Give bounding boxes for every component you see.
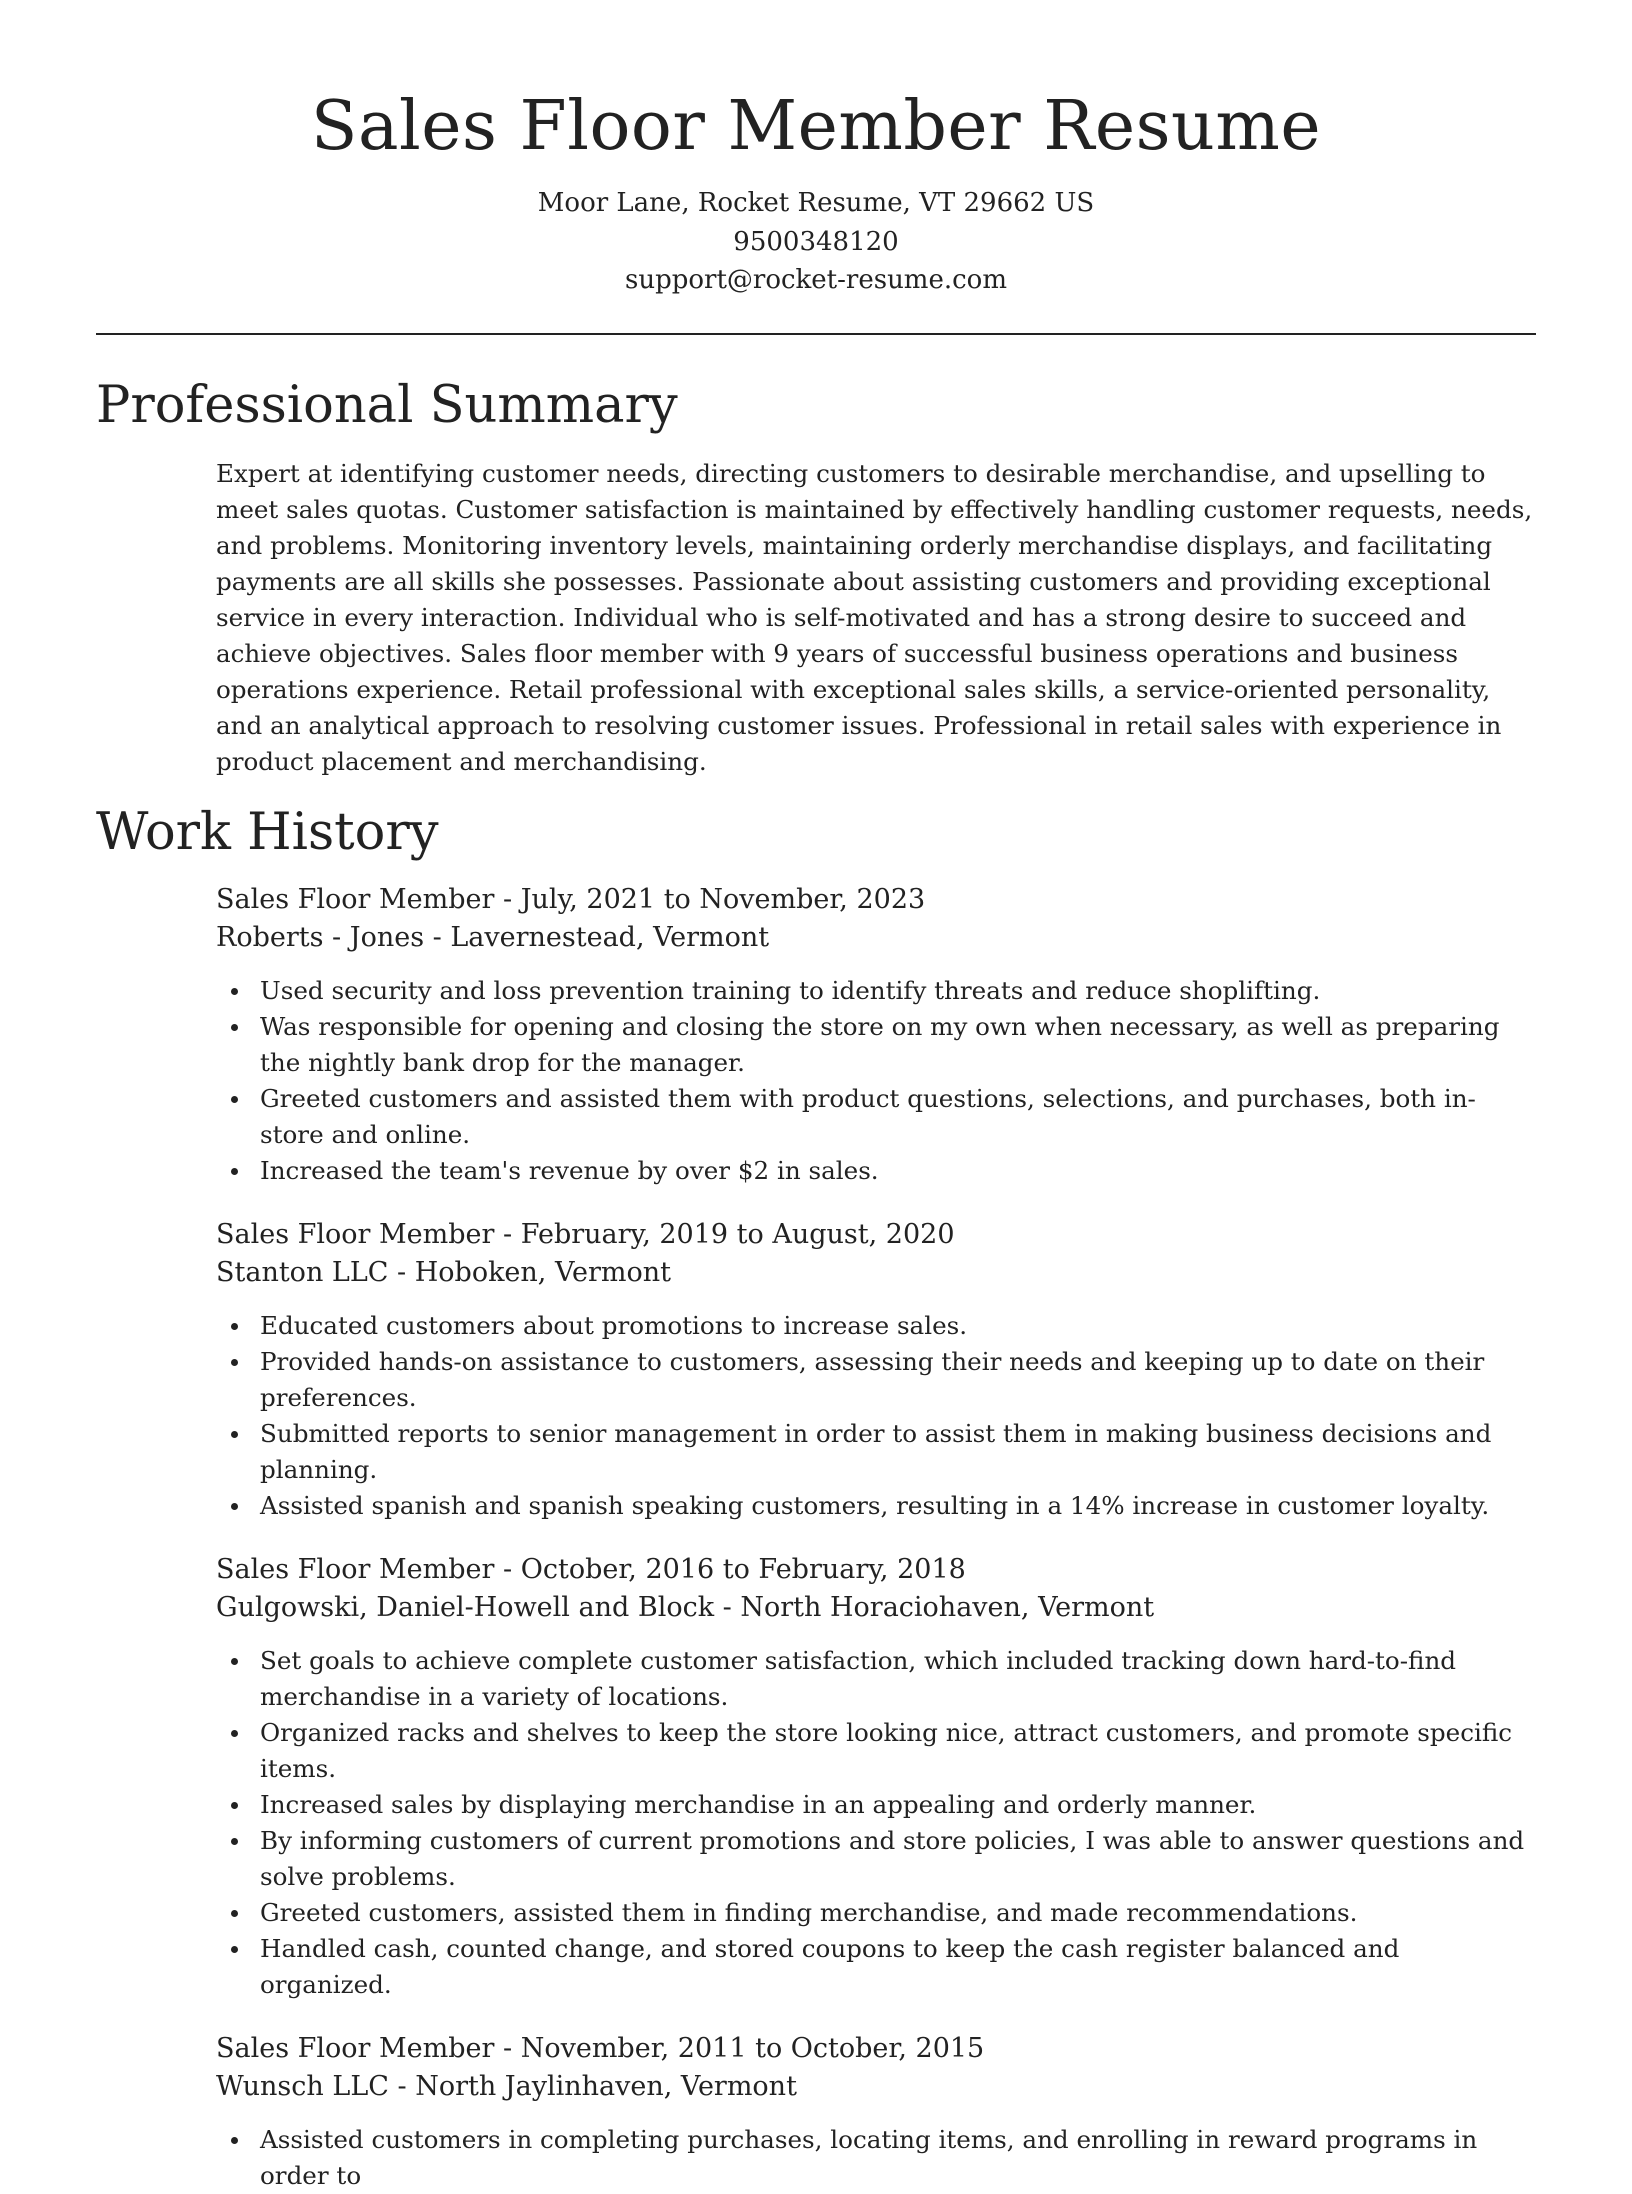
job-dates: October, 2016 to February, 2018: [520, 1553, 966, 1585]
job-bullet: Used security and loss prevention training to identify threats and reduce shoplifting.: [216, 973, 1536, 1009]
job-bullet: Set goals to achieve complete customer satisfaction, which included tracking down hard-to-find merchandise in a variety of locations.: [216, 1643, 1536, 1715]
job-company-line: [216, 2068, 1536, 2107]
job-company-separator: -: [424, 922, 451, 953]
section-heading-summary: Professional Summary: [96, 375, 678, 435]
contact-info: [0, 184, 1632, 300]
job-location: North Jaylinhaven, Vermont: [415, 2071, 797, 2102]
job-company-separator: -: [388, 1257, 415, 1288]
job-dates: February, 2019 to August, 2020: [520, 1218, 955, 1250]
job-bullet-list: [216, 1643, 1536, 2003]
job-bullet: Greeted customers, assisted them in finding merchandise, and made recommendations.: [216, 1895, 1536, 1931]
job-company-line: [216, 1589, 1536, 1628]
contact-email: support@rocket-resume.com: [624, 265, 1007, 295]
job-title-line: [216, 881, 1536, 920]
resume-header: [0, 0, 1632, 300]
job-company: Roberts - Jones: [216, 922, 425, 953]
job-title-line: [216, 2030, 1536, 2069]
job-bullet: Increased the team's revenue by over $2 in sales.: [216, 1153, 1536, 1189]
job-entry: [216, 1216, 1536, 1524]
job-company-line: [216, 1254, 1536, 1293]
job-entry: [216, 881, 1536, 1189]
job-company-separator: -: [714, 1592, 741, 1623]
contact-address: Moor Lane, Rocket Resume, VT 29662 US: [537, 188, 1095, 218]
job-title-line: [216, 1216, 1536, 1255]
summary-text: Expert at identifying customer needs, directing customers to desirable merchandise, and upselling to meet sales quotas. Customer satisfaction is maintained by effectively handling customer requests, needs, and problems. Monitoring inventory levels, maintaining orderly merchandise displays, and facilitating payments are all skills she possesses. Passionate about assisting customers and providing exceptional service in every interaction. Individual who is self-motivated and has a strong desire to succeed and achieve objectives. Sales floor member with 9 years of successful business operations and business operations experience. Retail professional with exceptional sales skills, a service-oriented personality, and an analytical approach to resolving customer issues. Professional in retail sales with experience in product placement and merchandising.: [216, 458, 1533, 776]
job-location: North Horaciohaven, Vermont: [740, 1592, 1155, 1623]
job-title-separator: -: [494, 1218, 521, 1250]
job-bullet-list: [216, 2122, 1536, 2194]
job-title: Sales Floor Member: [216, 1218, 495, 1250]
job-company: Gulgowski, Daniel-Howell and Block: [216, 1592, 715, 1623]
job-bullet: Assisted customers in completing purchases, locating items, and enrolling in reward programs in order to: [216, 2122, 1536, 2194]
job-company-separator: -: [388, 2071, 416, 2102]
job-bullet: Handled cash, counted change, and stored coupons to keep the cash register balanced and organized.: [216, 1931, 1536, 2003]
job-bullet: Organized racks and shelves to keep the store looking nice, attract customers, and promote specific items.: [216, 1715, 1536, 1787]
job-bullet: Increased sales by displaying merchandise in an appealing and orderly manner.: [216, 1787, 1536, 1823]
job-bullet: Assisted spanish and spanish speaking customers, resulting in a 14% increase in customer loyalty.: [216, 1488, 1536, 1524]
job-location: Lavernestead, Vermont: [450, 922, 770, 953]
job-location: Hoboken, Vermont: [414, 1257, 671, 1288]
page-title: Sales Floor Member Resume: [310, 87, 1322, 166]
job-title: Sales Floor Member: [216, 883, 495, 915]
job-company: Wunsch LLC: [216, 2071, 389, 2102]
job-title: Sales Floor Member: [216, 1553, 495, 1585]
job-bullet: Provided hands-on assistance to customers, assessing their needs and keeping up to date on their preferences.: [216, 1344, 1536, 1416]
job-company-line: [216, 919, 1536, 958]
work-history-list: [0, 881, 1632, 2194]
job-title: Sales Floor Member: [216, 2032, 495, 2064]
job-bullet-list: [216, 973, 1536, 1189]
contact-phone: 9500348120: [733, 226, 899, 257]
job-bullet: Educated customers about promotions to increase sales.: [216, 1308, 1536, 1344]
job-company: Stanton LLC: [216, 1257, 389, 1288]
header-divider: [96, 333, 1536, 335]
job-bullet: By informing customers of current promotions and store policies, I was able to answer questions and solve problems.: [216, 1823, 1536, 1895]
job-bullet: Greeted customers and assisted them with product questions, selections, and purchases, both in-store and online.: [216, 1081, 1536, 1153]
job-dates: November, 2011 to October, 2015: [520, 2032, 985, 2064]
job-dates: July, 2021 to November, 2023: [520, 883, 926, 915]
job-title-separator: -: [494, 883, 521, 915]
job-title-separator: -: [494, 2032, 521, 2064]
job-bullet: Was responsible for opening and closing the store on my own when necessary, as well as preparing the nightly bank drop for the manager.: [216, 1009, 1536, 1081]
job-entry: [216, 2030, 1536, 2194]
job-bullet: Submitted reports to senior management in order to assist them in making business decisions and planning.: [216, 1416, 1536, 1488]
job-entry: [216, 1551, 1536, 2003]
section-heading-work-history: Work History: [96, 802, 439, 862]
job-title-line: [216, 1551, 1536, 1590]
job-title-separator: -: [494, 1553, 521, 1585]
job-bullet-list: [216, 1308, 1536, 1524]
